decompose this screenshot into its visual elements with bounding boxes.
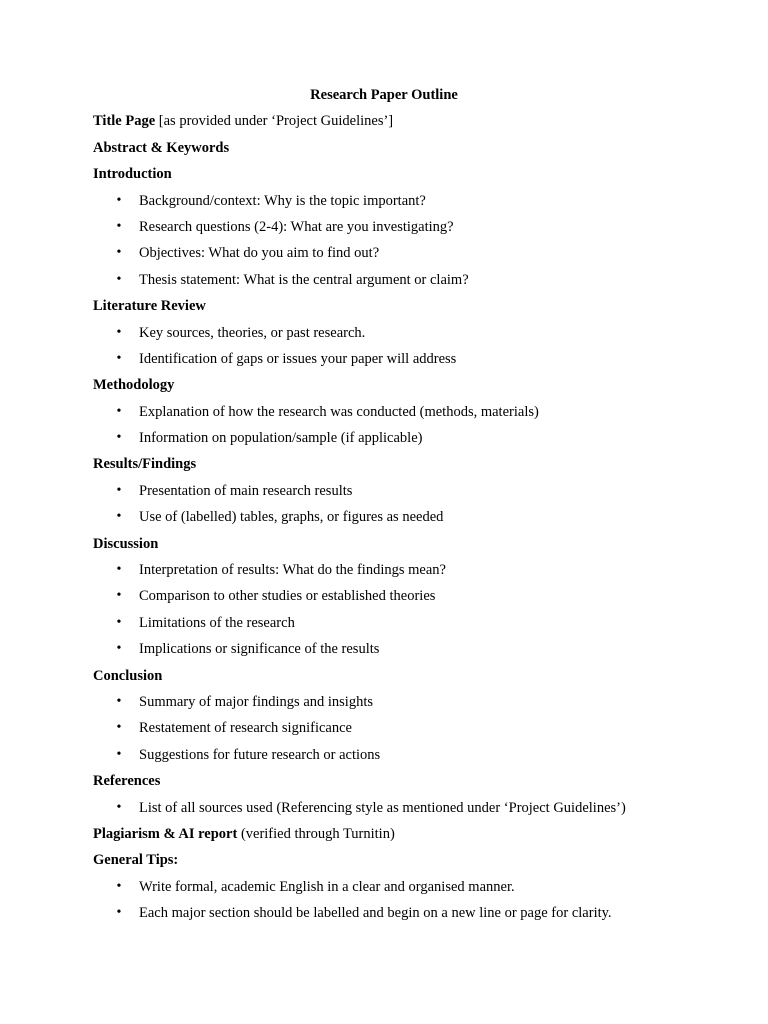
bullet-icon: •: [116, 720, 122, 736]
title-page-line: [93, 110, 693, 132]
list-item-text: Research questions (2-4): What are you investigating?: [139, 218, 454, 235]
list-item: [93, 480, 693, 502]
section-heading: Results/Findings: [93, 456, 197, 473]
bullet-icon: •: [116, 799, 122, 815]
section-bullet-list: [93, 480, 693, 528]
section-bullet-list: [93, 190, 693, 291]
list-item-text: Presentation of main research results: [139, 482, 353, 499]
abstract-heading: Abstract & Keywords: [93, 139, 230, 156]
list-item-text: Use of (labelled) tables, graphs, or figures as needed: [139, 509, 444, 526]
section-heading: Discussion: [93, 535, 159, 552]
bullet-icon: •: [116, 588, 122, 604]
list-item: [93, 427, 693, 449]
bullet-icon: •: [116, 746, 122, 762]
list-item: [93, 216, 693, 238]
section-heading: Introduction: [93, 166, 172, 183]
list-item: [93, 269, 693, 291]
bullet-icon: •: [116, 878, 122, 894]
bullet-icon: •: [116, 482, 122, 498]
bullet-icon: •: [116, 192, 122, 208]
section-bullet-list: [93, 401, 693, 449]
bullet-icon: •: [116, 641, 122, 657]
bullet-icon: •: [116, 430, 122, 446]
section-bullet-list: [93, 559, 693, 660]
list-item: [93, 876, 693, 898]
bullet-icon: •: [116, 324, 122, 340]
list-item-text: Background/context: Why is the topic important?: [139, 192, 426, 209]
list-item: [93, 242, 693, 264]
plagiarism-label: Plagiarism & AI report: [93, 825, 238, 842]
list-item-text: Interpretation of results: What do the findings mean?: [139, 562, 446, 579]
bullet-icon: •: [116, 271, 122, 287]
list-item: [93, 797, 693, 819]
list-item: [93, 322, 693, 344]
list-item-text: Restatement of research significance: [139, 720, 352, 737]
section-bullet-list: [93, 797, 693, 819]
document-body: [93, 84, 693, 929]
list-item: [93, 190, 693, 212]
bullet-icon: •: [116, 245, 122, 261]
section-heading: Literature Review: [93, 298, 206, 315]
list-item: [93, 559, 693, 581]
document-title: Research Paper Outline: [310, 87, 458, 103]
list-item-text: Limitations of the research: [139, 614, 295, 631]
list-item-text: Thesis statement: What is the central argument or claim?: [139, 271, 469, 288]
list-item: [93, 401, 693, 423]
bullet-icon: •: [116, 350, 122, 366]
list-item-text: List of all sources used (Referencing style as mentioned under ‘Project Guidelines’): [139, 799, 626, 816]
list-item-text: Comparison to other studies or established theories: [139, 588, 436, 605]
list-item-text: Write formal, academic English in a clear and organised manner.: [139, 878, 515, 895]
section-heading: References: [93, 773, 161, 790]
general-tips-heading: General Tips:: [93, 852, 179, 869]
outline-sections: [93, 163, 693, 818]
list-item-text: Summary of major findings and insights: [139, 693, 373, 710]
list-item: [93, 612, 693, 634]
title-page-label: Title Page: [93, 113, 156, 130]
plagiarism-text: (verified through Turnitin): [237, 825, 395, 842]
list-item-text: Identification of gaps or issues your paper will address: [139, 350, 457, 367]
list-item: [93, 744, 693, 766]
list-item: [93, 902, 693, 924]
list-item: [93, 585, 693, 607]
section-bullet-list: [93, 691, 693, 766]
list-item: [93, 348, 693, 370]
list-item-text: Explanation of how the research was conducted (methods, materials): [139, 403, 539, 420]
plagiarism-line: [93, 823, 693, 845]
section-bullet-list: [93, 322, 693, 370]
list-item-text: Each major section should be labelled and begin on a new line or page for clarity.: [139, 905, 612, 922]
list-item: [93, 638, 693, 660]
list-item-text: Information on population/sample (if applicable): [139, 430, 423, 447]
bullet-icon: •: [116, 562, 122, 578]
list-item: [93, 717, 693, 739]
bullet-icon: •: [116, 403, 122, 419]
bullet-icon: •: [116, 614, 122, 630]
bullet-icon: •: [116, 218, 122, 234]
list-item: [93, 506, 693, 528]
bullet-icon: •: [116, 509, 122, 525]
list-item-text: Implications or significance of the results: [139, 641, 380, 658]
title-page-text: [as provided under ‘Project Guidelines’]: [155, 113, 394, 130]
list-item-text: Key sources, theories, or past research.: [139, 324, 366, 341]
bullet-icon: •: [116, 905, 122, 921]
list-item-text: Objectives: What do you aim to find out?: [139, 245, 380, 262]
general-tips-list: [93, 876, 693, 924]
section-heading: Conclusion: [93, 667, 163, 684]
bullet-icon: •: [116, 693, 122, 709]
section-heading: Methodology: [93, 377, 175, 394]
list-item-text: Suggestions for future research or actions: [139, 746, 381, 763]
list-item: [93, 691, 693, 713]
